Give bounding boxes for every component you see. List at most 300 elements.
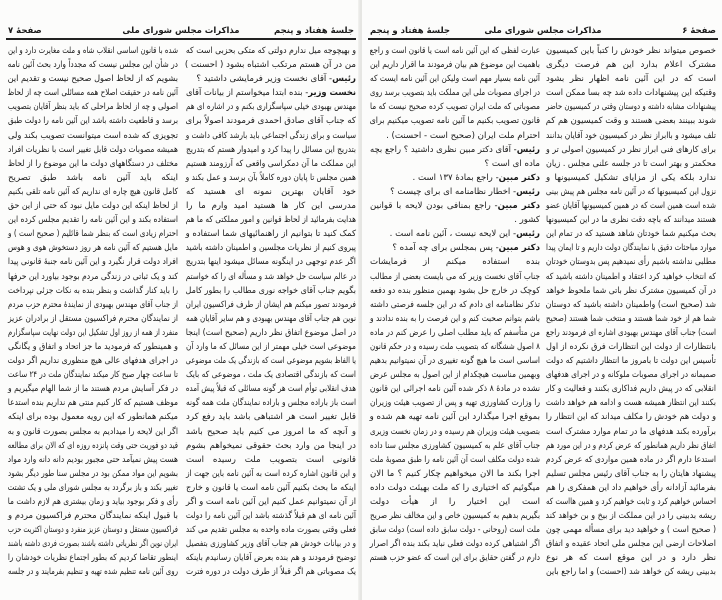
text-line: [8, 44, 178, 58]
text-line: [546, 326, 716, 340]
text-line: [370, 241, 540, 255]
text-line: [186, 114, 356, 128]
speaker-name: رئیس: [516, 144, 540, 155]
text-line: [8, 129, 178, 143]
line-text: احترام ملت ایران (صحیح است - احسنت) .: [386, 130, 540, 141]
line-text: ایران نوین اگر نظریاتی داشته باشند بصورت فردی داشته باشند: [7, 539, 178, 550]
text-line: [546, 86, 716, 100]
line-text: است باز باراده مجلس و باراده نمایندگان ملت همه گونه: [186, 398, 356, 409]
line-text: آئین نامه ای هم قبلاً گذشته باشد این آئین نامه را دولت: [185, 511, 356, 522]
line-text: است که بازندگی اقتصادی یک ملت ، موضوعی که بایک: [186, 370, 356, 381]
text-line: [546, 284, 716, 298]
line-text: که انتخاب خواهید کرد اعتقاد و اطمینان داشته باشید که: [545, 271, 716, 282]
text-line: [546, 129, 716, 143]
line-text: از لحاظ اینکه این دولت مایل نبود که حتی از این حق: [8, 201, 178, 212]
text-line: [186, 199, 356, 213]
line-text: بنده استفاده میکنم از فرمایشات: [370, 257, 540, 268]
text-line: [546, 227, 716, 241]
text-line: [8, 551, 178, 565]
line-text: باشم بتوانم صحبت کنم و این فرصت را به بنده ندادند و: [370, 313, 540, 324]
line-text: - آقای دکتر مبین نظری داشتید ؟ راجع بچه: [370, 144, 517, 155]
header-rule: [6, 38, 356, 40]
line-text: اتفاق نظر داریم همانطور که عرض کردم و در این مورد هم: [546, 440, 716, 451]
text-line: [186, 481, 356, 495]
text-line: [8, 396, 178, 410]
line-text: نشده در مادهٔ ۸ ذکر شده آئین نامه اجرائی این قانون: [369, 384, 540, 395]
line-text: موضوعی است خیلی مهمتر از این مسائل که ما وارد آن: [186, 341, 356, 352]
line-text: اگر عدم توجهی در اینگونه مسائل میشود اینها بتدریج: [185, 257, 356, 268]
line-text: شده دولت مکلف است آن آئین نامه را طبق مصوبهٔ ملت: [369, 454, 540, 465]
right-page: [362, 0, 722, 600]
line-text: بشویم این مواد ممکن بود در مجلس سنا طور دیگر بشود: [8, 468, 178, 479]
text-line: [8, 495, 178, 509]
line-text: وقتیکه این پیشنهادات داده شد چه بسا ممکن است: [546, 88, 716, 99]
line-text: و بهیچوجه میل ندارم دولتی که متکی بحزبی است که: [185, 46, 356, 56]
text-line: [186, 453, 356, 467]
text-line: [546, 143, 716, 157]
line-text: برآورده بکند هدفهای ما در تمام موارد مشترک است: [546, 426, 716, 437]
text-line: [186, 396, 356, 410]
text-column-left: [370, 44, 540, 565]
page-number: صفحهٔ ۷: [8, 26, 42, 36]
line-text: قانون تصویب بکنیم ما آئین نامه تصویب میکنیم برای: [369, 116, 540, 127]
line-text: - پس بمجلس برای چه آمده ؟: [392, 243, 499, 254]
line-text: نزول این کمیسیونها که در آئین نامه مجلس هم پیش بینی: [545, 186, 716, 197]
line-text: و در بیانات خودش هم جناب آقای وزیر کشاورزی بتفصیل: [185, 539, 356, 550]
line-text: اگر این لایحه را میدادیم به مجلس بصورت قانون و به: [7, 426, 179, 437]
text-line: [8, 157, 178, 171]
text-line: [370, 312, 540, 326]
line-text: بتصویب هیئت وزیران هم رسیده و در زمان نخست وزیری: [370, 426, 540, 437]
text-line: [186, 565, 356, 579]
text-line: [186, 129, 356, 143]
text-line: [546, 213, 716, 227]
line-text: - این لایحه نیست ، آئین نامه است .: [389, 229, 517, 240]
line-text: سیاست و برای زندگی اجتماعی باید بارشد کافی داشت و: [185, 130, 356, 141]
speaker-name: دکتر مبین: [497, 201, 540, 212]
line-text: محکمتر و بهتر است تا در جلسه علنی مجلس . زیان: [546, 158, 716, 169]
line-text: عبارت لفظی که این آئین نامه است یا قانون است و راجع: [369, 46, 540, 56]
text-line: [8, 171, 178, 185]
text-line: [186, 495, 356, 509]
line-text: اساسی است ما هیچ گونه تغییری در آن نمیتوانیم بدهیم: [369, 356, 540, 367]
text-line: [186, 467, 356, 481]
line-text: ( صحیح است ) و خواهید دید برای مسأله مهمی چون: [546, 525, 716, 536]
text-line: [8, 100, 178, 114]
line-text: اینکه باید آئین نامه باشد طبق تصریح: [8, 172, 178, 183]
text-line: [546, 439, 716, 453]
text-line: [370, 509, 540, 523]
line-text: از جناب آقای مهندس بهبودی از نمایندهٔ محترم حزب مردم: [8, 299, 178, 310]
text-line: [8, 255, 178, 269]
line-text: - آقای نخست وزیر فرمایشی داشتید ؟: [196, 74, 333, 85]
text-line: [186, 100, 356, 114]
line-text: پیشنهادات مشابه داشته و دوستان وقتی در کمیسیون حاضر: [546, 102, 716, 113]
line-text: در فکر آسایش مردم هستند ما از شما الهام میگیریم و: [8, 384, 178, 395]
line-text: اصلاحات ارضی این مجلس ملی اتحاد عقیده و اتفاق: [546, 539, 716, 550]
line-text: در اصل موضوع اتفاق نظر داریم (صحیح است) اینجا: [185, 327, 356, 338]
line-text: کشور .: [514, 215, 540, 226]
line-text: هستند میدانند که باچه دقت نظری ما در این کمیسیونها: [546, 215, 716, 226]
line-text: در اینجا من وارد بحث حقوقی نمیخواهم بشوم: [186, 440, 356, 451]
line-text: مهندس بهبودی خیلی سپاسگزاری بکنم و در اشاره ای هم: [186, 102, 356, 113]
text-line: [370, 551, 540, 565]
text-line: [546, 255, 716, 269]
left-page: [0, 0, 360, 600]
text-line: [8, 425, 178, 439]
text-line: [186, 241, 356, 255]
text-line: [186, 171, 356, 185]
text-line: [8, 213, 178, 227]
text-column-right: [546, 44, 716, 580]
line-text: خصوص میتواند نظر خودش را کتباً باین کمیسیون: [546, 46, 716, 56]
text-line: [186, 537, 356, 551]
text-line: [8, 509, 178, 523]
text-line: [546, 185, 716, 199]
text-line: [546, 537, 716, 551]
text-line: [370, 523, 540, 537]
text-line: [370, 439, 540, 453]
line-text: من در آن هستم مرتکب اشتباه بشود ( احسنت ): [184, 60, 356, 71]
line-text: احساس خواهیم کرد و ثابت خواهیم کرد و همین هااست که: [546, 497, 716, 507]
line-text: رأی و فکر بوجود بیاید و زمان بیشتری هم لازم داشت ما: [7, 497, 179, 507]
text-line: [546, 396, 716, 410]
text-line: [8, 86, 178, 100]
line-text: که جناب آقای صادق احمدی فرمودند اصولاً برای: [185, 116, 356, 127]
text-line: [8, 340, 178, 354]
line-text: کامل قانون هیچ چاره ای نداریم که آئین نامه تلقی بکنیم: [8, 186, 178, 197]
text-line: [546, 425, 716, 439]
line-text: تأسیس این دولت تا بامروز ما انتظار داشتیم که دولت: [546, 356, 716, 367]
text-line: [8, 453, 178, 467]
text-column-left: [8, 44, 178, 580]
line-text: پیشنهاد هایتان را به جناب آقای رئیس مجلس تسلیم: [546, 468, 716, 479]
text-line: [8, 565, 178, 579]
line-text: را باید کنار گذاشت و بنظر بنده به نکات جزئی نپرداخت: [8, 285, 178, 296]
text-line: [8, 72, 178, 86]
line-text: بتدریج این مسائل را پیدا کرد و امیدوار هستم که بتدریج: [186, 144, 356, 155]
text-line: [370, 368, 540, 382]
page-number: صفحهٔ ۶: [682, 26, 716, 36]
text-line: [370, 129, 540, 143]
text-line: [186, 326, 356, 340]
line-text: برای کارهای فنی ابراز نظر در کمیسیون اصولی تر و: [546, 144, 716, 155]
text-line: [370, 44, 540, 58]
text-line: [546, 467, 716, 481]
line-text: بانتظارات از دولت این انتظارات فرق نکرده از اول: [546, 341, 716, 352]
text-line: [370, 467, 540, 481]
text-line: [186, 213, 356, 227]
text-line: [370, 255, 540, 269]
text-line: [8, 312, 178, 326]
line-text: مصوباتی که ملت ایران تصویب کرده صحیح نیست که ما: [370, 102, 540, 113]
text-line: [546, 523, 716, 537]
line-text: ماده ای است ؟: [484, 158, 540, 169]
line-text: با قبول اینکه نمایندگان محترم فراکسیون مردم و: [8, 511, 178, 522]
text-line: [186, 143, 356, 157]
line-text: موارد مباحثات دقیق با نمایندگان دولت داریم و تا ایمان پیدا: [546, 243, 716, 254]
line-text: تغییر بکند و باز برگردد به مجلس شورای ملی و یک تشتت: [7, 482, 179, 493]
text-line: [546, 410, 716, 424]
text-line: [546, 551, 716, 565]
line-text: اصولی و چه از لحاظ مراحلی که باید بنظر آقایان بتصویب: [7, 102, 178, 113]
line-text: اینطور تقاضا کردیم که بطور اجتماع نظریات خودشان را: [7, 553, 178, 564]
line-text: تا ساعت چهار صبح کار میکند نمایندگان ملت در ۲۴ ساعت: [7, 370, 179, 381]
line-text: ندارد بلکه یکی از مزایای تشکیل کمیسیونها و: [546, 172, 716, 183]
text-line: [370, 382, 540, 396]
text-line: [8, 537, 178, 551]
line-text: اینکه ما بحث بکنیم آئین نامه است یا قانون و خارج: [186, 482, 356, 493]
speaker-name: دکتر مبین: [498, 172, 540, 183]
line-text: در آن کمیسیون مشترک نظر باتی شما ملحوظ خواهد: [546, 285, 716, 296]
line-text: من متأسفم که باید مطلب اصلی را عرض کنم در ماده: [370, 327, 540, 338]
line-text: توضیح فرمودند و هم بنده بعرض آقایان رسانیدم باینکه: [185, 553, 356, 564]
text-line: [370, 270, 540, 284]
text-line: [546, 382, 716, 396]
text-line: [186, 157, 356, 171]
line-text: مطلبی نداشته باشیم رأی نمیدهیم پس بدوستان خودتان: [545, 257, 716, 268]
text-line: [186, 368, 356, 382]
text-line: [370, 410, 540, 424]
text-line: [8, 467, 178, 481]
speaker-name: دکتر مبین: [498, 243, 540, 254]
text-line: [370, 100, 540, 114]
line-text: مدرسی این کار ها هستید امید وارم ما را: [186, 201, 356, 212]
text-line: [370, 58, 540, 72]
text-line: [186, 86, 356, 100]
line-text: بکنند این انتظار همیشه هست و ادامه هم خواهد داشت: [545, 398, 716, 409]
text-line: [8, 298, 178, 312]
line-text: فعلی وقتی بصورت ماده واحده به مجلس تقدیم می کند: [185, 525, 356, 536]
line-text: آئین نامه بسیار مهم است ولیکن این آئین نامه ایست که: [370, 74, 540, 85]
page-header: [370, 26, 716, 38]
text-line: [546, 72, 716, 86]
line-text: میگوئیم که اختیاری را که ملت بهیئت دولت داده: [370, 482, 540, 493]
text-line: [546, 481, 716, 495]
line-text: است که در این آئین نامه اظهار نظر بشود: [546, 74, 716, 85]
line-text: افراد دولت قرار نگیرد و این آئین نامه جنبهٔ قانونی پیدا: [7, 257, 178, 268]
text-line: [8, 199, 178, 213]
text-line: [186, 312, 356, 326]
line-text: بدبینی ریشه کن خواهد شد (احسنت) و اما راجع باین: [546, 567, 716, 578]
line-text: - راجع بمنافی بودن لایحه با قوانین: [370, 201, 498, 212]
page-header: [8, 26, 354, 38]
text-line: [546, 354, 716, 368]
line-text: تجویزی که شده است میتوانست تصویب بکند ولی: [8, 130, 178, 141]
text-line: [8, 410, 178, 424]
line-text: یا الفاظ بشویم موضوعی است که بازندگی یک ملت موضوعی: [185, 356, 356, 367]
line-text: موظف هستیم که کار کنیم منتی هم نداریم بنده استدعا: [7, 398, 178, 409]
text-line: [8, 326, 178, 340]
line-text: پیروی کنیم از نظریات مجلسین و اطمینان داشته باشید: [185, 243, 356, 254]
text-line: [546, 58, 716, 72]
text-line: [186, 425, 356, 439]
text-line: [546, 565, 716, 579]
line-text: بحث میکنیم شما خودتان شاهد هستید که در تمام این: [546, 229, 716, 240]
text-line: [186, 509, 356, 523]
text-line: [546, 199, 716, 213]
line-text: هدایت بفرمائید از لحاظ قوانین و امور مملکتی که ما هم: [185, 215, 356, 226]
speaker-name: رئیس: [516, 186, 540, 197]
line-text: مختلف در دستگاههای دولت ما این موضوع را از لحاظ: [7, 158, 179, 169]
text-line: [546, 368, 716, 382]
line-text: مایل هستیم که آئین نامه هر روز دستخوش هوی و هوس: [8, 243, 178, 254]
text-line: [370, 481, 540, 495]
text-line: [546, 171, 716, 185]
text-line: [186, 185, 356, 199]
text-line: [8, 368, 178, 382]
line-text: بفرمائید آزادانه رأی خواهیم داد این همفکری را هم: [546, 482, 716, 493]
text-line: [186, 298, 356, 312]
line-text: باهمیت این موضوع هم بیان فرمودند ما اقرار داریم این: [370, 60, 540, 71]
text-line: [546, 241, 716, 255]
text-line: [370, 537, 540, 551]
line-text: در اجرای مصوبات ملی این مملکت باید بتصویب برسد روی: [370, 88, 540, 99]
text-line: [370, 86, 540, 100]
text-line: [186, 44, 356, 58]
line-text: در اجرای هدفهای عالی هیچ منظوری نداریم اگر دولت: [7, 356, 179, 367]
line-text: را وزارت کشاورزی تهیه و پس از تصویب هیئت وزیران: [370, 398, 540, 409]
line-text: تلف میشود و باابراز نظر در کمیسیون خود آقایان بدانند: [546, 130, 716, 141]
line-text: قید دو فوریت حتی وقت پانزده روزه ای که الان برای مطالعه: [7, 440, 178, 451]
text-line: [546, 340, 716, 354]
text-line: [546, 509, 716, 523]
text-line: [370, 340, 540, 354]
line-text: روی آئین نامه تنظیم شده تهیه و تنظیم بفرمایند و در جلسه: [8, 567, 178, 578]
text-line: [186, 354, 356, 368]
publication-title: مذاکرات مجلس شورای ملی: [484, 26, 602, 36]
header-rule: [368, 38, 718, 40]
line-text: ۸ اصول ششگانه که بتصویب ملت رسیده و در حکم قانون: [370, 341, 540, 352]
speaker-name: نخست وزیر: [308, 88, 356, 99]
line-text: شوند ببینند بعضی هستند و وقت کمیسیون هم کم: [545, 116, 716, 127]
text-line: [546, 495, 716, 509]
line-text: هدف انقلابی توأم است هر گونه مسائلی که قبلاً پیش آمده: [185, 384, 356, 395]
line-text: یک مصوباتی هم اگر قبلاً از طرف دولت در دوره فترت: [186, 567, 356, 578]
line-text: استدعا دارم اگر در ماده همین مواردی که عرض کردم: [545, 454, 716, 465]
line-text: در عالم سیاست حل خواهد شد و مسأله ای را که خواستم: [185, 271, 356, 282]
line-text: از آن نمیتوانیم عمل کنیم این آئین نامه است و اگر: [185, 497, 356, 507]
line-text: مشترک اعلام بدارد این هم فرصت دیگری: [546, 60, 716, 71]
text-line: [370, 284, 540, 298]
line-text: انقلابی که در پیش داریم فداکاری بکنند و فعالیت و کار: [545, 384, 716, 395]
line-text: خود آقایان بهترین نمونه ای هستید که: [186, 186, 356, 197]
line-text: ریشه بدبینی را در این مملکت از بیخ و بن خواهد کند: [545, 511, 716, 522]
line-text: جناب آقای نخست وزیر که می بایست بعضی از مطالب: [370, 271, 540, 282]
text-column-right: [186, 44, 356, 580]
line-text: - راجع بمادهٔ ۱۳۷ است .: [412, 172, 499, 183]
text-line: [186, 410, 356, 424]
line-text: این مملکت ما آن دمکراسی واقعی که آرزومند هستیم: [186, 158, 356, 169]
line-text: است این اختیار را از هیأت دولت: [370, 497, 540, 507]
line-text: منفرد از همه از روز اول تشکیل این دولت نهایت سپاسگزارم: [8, 327, 178, 338]
text-line: [546, 453, 716, 467]
text-line: [8, 143, 178, 157]
text-line: [370, 326, 540, 340]
text-line: [370, 171, 540, 185]
text-line: [546, 298, 716, 312]
line-text: بموقع اجرا میگذارد این آئین نامه تهیه هم شده و: [369, 412, 540, 423]
line-text: - اخطار نظامنامه ای برای چیست ؟: [390, 186, 517, 197]
text-line: [370, 425, 540, 439]
text-line: [370, 143, 540, 157]
text-line: [370, 298, 540, 312]
line-text: دارم در گفتن حقایق برای این است که عضو حزب هستم: [369, 553, 540, 564]
line-text: تذکر نظامنامه ای دادم که در این جلسه فرصتی داشته: [370, 299, 540, 310]
line-text: فرمودند تصور میکنم هم ایشان از طرف فراکسیون ایران: [185, 299, 356, 310]
line-text: فراکسیون مستقل و دوستان عزیز منفرد و دوستان اکثریت حزب: [7, 525, 178, 536]
text-line: [370, 157, 540, 171]
line-text: و آنچه که ما امروز می کنیم باید صحیح باشد: [186, 426, 356, 437]
text-line: [370, 396, 540, 410]
text-line: [8, 114, 178, 128]
text-line: [186, 523, 356, 537]
text-line: [8, 284, 178, 298]
line-text: هست پیش نمیآمد حتی مجبور بودیم دانه دانه وارد مواد: [7, 454, 179, 465]
line-text: بگیریم بدهیم به کمیسیون خاص و این مخالف نظر صریح: [370, 511, 540, 522]
text-line: [8, 185, 178, 199]
line-text: کمک کنید تا بتوانیم از راهنمائیهای شما استفاده و: [185, 229, 356, 240]
speaker-name: رئیس: [516, 229, 540, 240]
line-text: کوچک در خارج حل بشود بهمین منظور بنده دو دفعه: [370, 285, 540, 296]
text-line: [546, 100, 716, 114]
text-line: [370, 72, 540, 86]
line-text: جناب آقای علم به کمیسیون کشاورزی مجلس سنا داده: [369, 440, 540, 451]
text-line: [546, 114, 716, 128]
text-line: [186, 270, 356, 284]
line-text: و دولت هم خودش را مکلف میداند که این انتظار را: [545, 412, 716, 423]
line-text: و این قانون اشاره کرده است به آئین نامه باین جهت از: [186, 468, 356, 479]
line-text: اگر اشتباهی کرده دولت فعلی نباید بکند بنده اگر اصرار: [369, 539, 540, 550]
text-line: [8, 439, 178, 453]
text-line: [8, 227, 178, 241]
line-text: نوین هم جناب آقای مهندس بهبودی و هم سایر آقایان همه: [186, 313, 356, 324]
line-text: قابل تغییر است هر اشتباهی باشد باید رفع کرد: [186, 412, 356, 423]
text-line: [370, 453, 540, 467]
line-text: همین مجلس تا پایان دوره کاملاً بآن برسد و عمل بکند و: [185, 172, 356, 183]
text-line: [186, 551, 356, 565]
line-text: - بنده ابتدا میخواستم از بیانات آقای: [185, 88, 309, 99]
text-line: [370, 114, 540, 128]
text-line: [370, 354, 540, 368]
line-text: شد (صحیح است) واطمینان داشته باشید که دوستان: [545, 299, 716, 310]
line-text: نظر دارد و در این موقع است که هر نوع: [546, 553, 716, 564]
line-text: احترام زیادی است که بنظر شما قائلیم ( صحیح است ) و: [8, 229, 178, 240]
text-line: [8, 270, 178, 284]
line-text: بشویم که از لحاظ اصول صحیح نیست و تقدیم این: [7, 74, 178, 85]
line-text: از نمایندگان محترم فراکسیون مستقل از برادران عزیز: [8, 313, 178, 324]
line-text: اجرا بکند ما الان میخواهیم چکار کنیم ؟ ما الان: [370, 468, 540, 479]
text-line: [186, 439, 356, 453]
line-text: میکنم همانطور که این رویه معمول بوده برای اینکه: [7, 412, 179, 423]
speaker-name: رئیس: [332, 74, 356, 85]
text-line: [186, 255, 356, 269]
text-line: [8, 354, 178, 368]
line-text: در شأن این مجلس نیست که مجدداً وارد بحث آئین نامه: [7, 60, 178, 71]
text-line: [8, 382, 178, 396]
text-line: [546, 270, 716, 284]
line-text: برسد و قاطعیت داشته باشد این آئین نامه را دولت طبق: [7, 116, 178, 127]
session-title: جلسهٔ هفتاد و پنجم: [370, 26, 451, 36]
line-text: وبهمین مناسبت هیچکدام از این اصول به مجلس عرض: [370, 370, 540, 381]
text-line: [186, 284, 356, 298]
line-text: و همینطور که فرمودید ما جز اتحاد و اتفاق و یگانگی: [8, 341, 178, 352]
publication-title: مذاکرات مجلس شورای ملی: [122, 26, 240, 36]
text-line: [186, 72, 356, 86]
text-line: [186, 340, 356, 354]
text-line: [370, 213, 540, 227]
text-line: [8, 523, 178, 537]
